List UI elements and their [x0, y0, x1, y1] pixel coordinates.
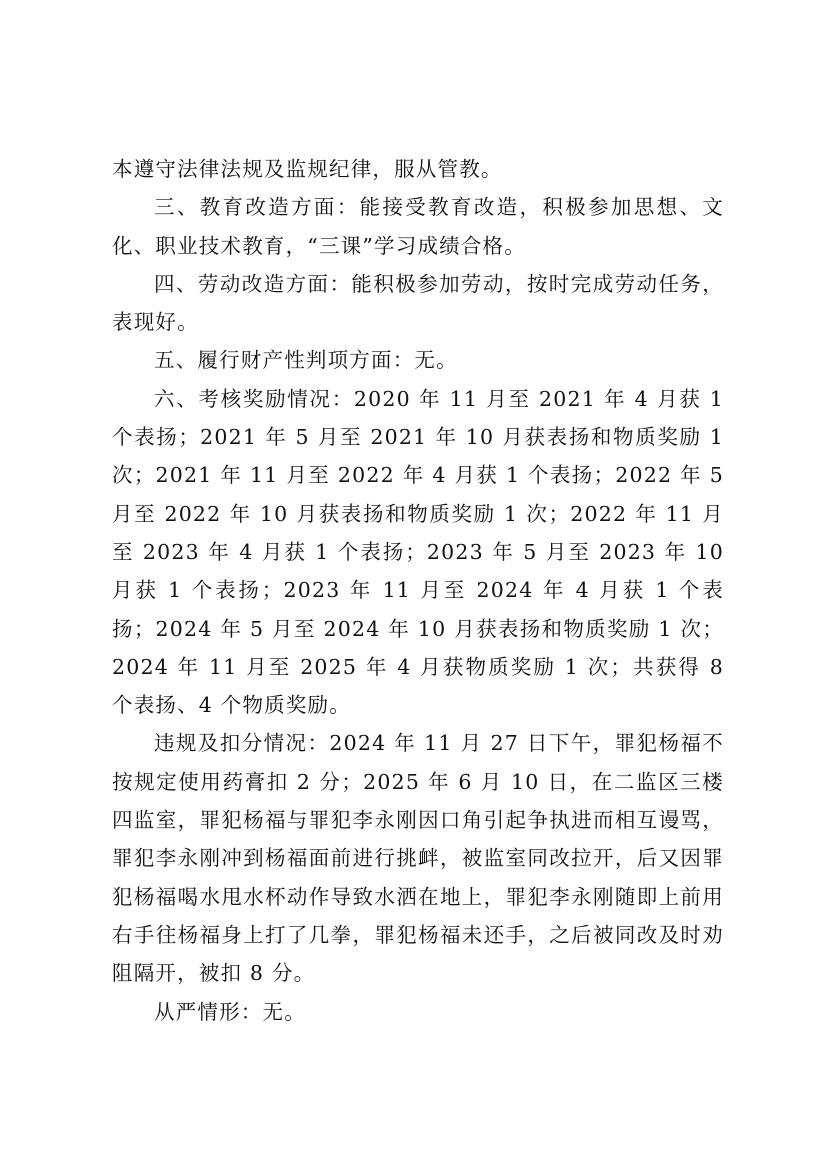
- paragraph-violations-deductions: 违规及扣分情况：2024 年 11 月 27 日下午，罪犯杨福不按规定使用药膏扣 2 分；2025 年 6 月 10 日，在二监区三楼四监室，罪犯杨福与罪犯李永刚因口角引起争执进而相互谩骂，罪犯李永刚冲到杨福面前进行挑衅，被监室同改拉开，后又因罪犯杨福喝水甩水杯动作导致水洒在地上，罪犯李永刚随即上前用右手往杨福身上打了几拳，罪犯杨福未还手，之后被同改及时劝阻隔开，被扣 8 分。: [112, 731, 724, 986]
- paragraph-compliance-continued: 本遵守法律法规及监规纪律，服从管教。: [112, 157, 503, 181]
- paragraph-assessment-rewards: 六、考核奖励情况：2020 年 11 月至 2021 年 4 月获 1 个表扬；2021 年 5 月至 2021 年 10 月获表扬和物质奖励 1 次；2021 年 11 月至 2022 年 4 月获 1 个表扬；2022 年 5 月至 2022 年 10 月获表扬和物质奖励 1 次；2022 年 11 月至 2023 年 4 月获 1 个表扬；2023 年 5 月至 2023 年 10 月获 1 个表扬；2023 年 11 月至 2024 年 4 月获 1 个表扬；2024 年 5 月至 2024 年 10 月获表扬和物质奖励 1 次；2024 年 11 月至 2025 年 4 月获物质奖励 1 次；共获得 8 个表扬、4 个物质奖励。: [112, 386, 724, 718]
- document-page: [112, 150, 724, 1031]
- paragraph-property-judgment: 五、履行财产性判项方面：无。: [154, 348, 458, 373]
- paragraph-strict-circumstances: 从严情形：无。: [154, 999, 306, 1024]
- paragraph-labor-reform: 四、劳动改造方面：能积极参加劳动，按时完成劳动任务，表现好。: [112, 271, 724, 335]
- paragraph-education-reform: 三、教育改造方面：能接受教育改造，积极参加思想、文化、职业技术教育，“三课”学习成绩合格。: [112, 195, 724, 258]
